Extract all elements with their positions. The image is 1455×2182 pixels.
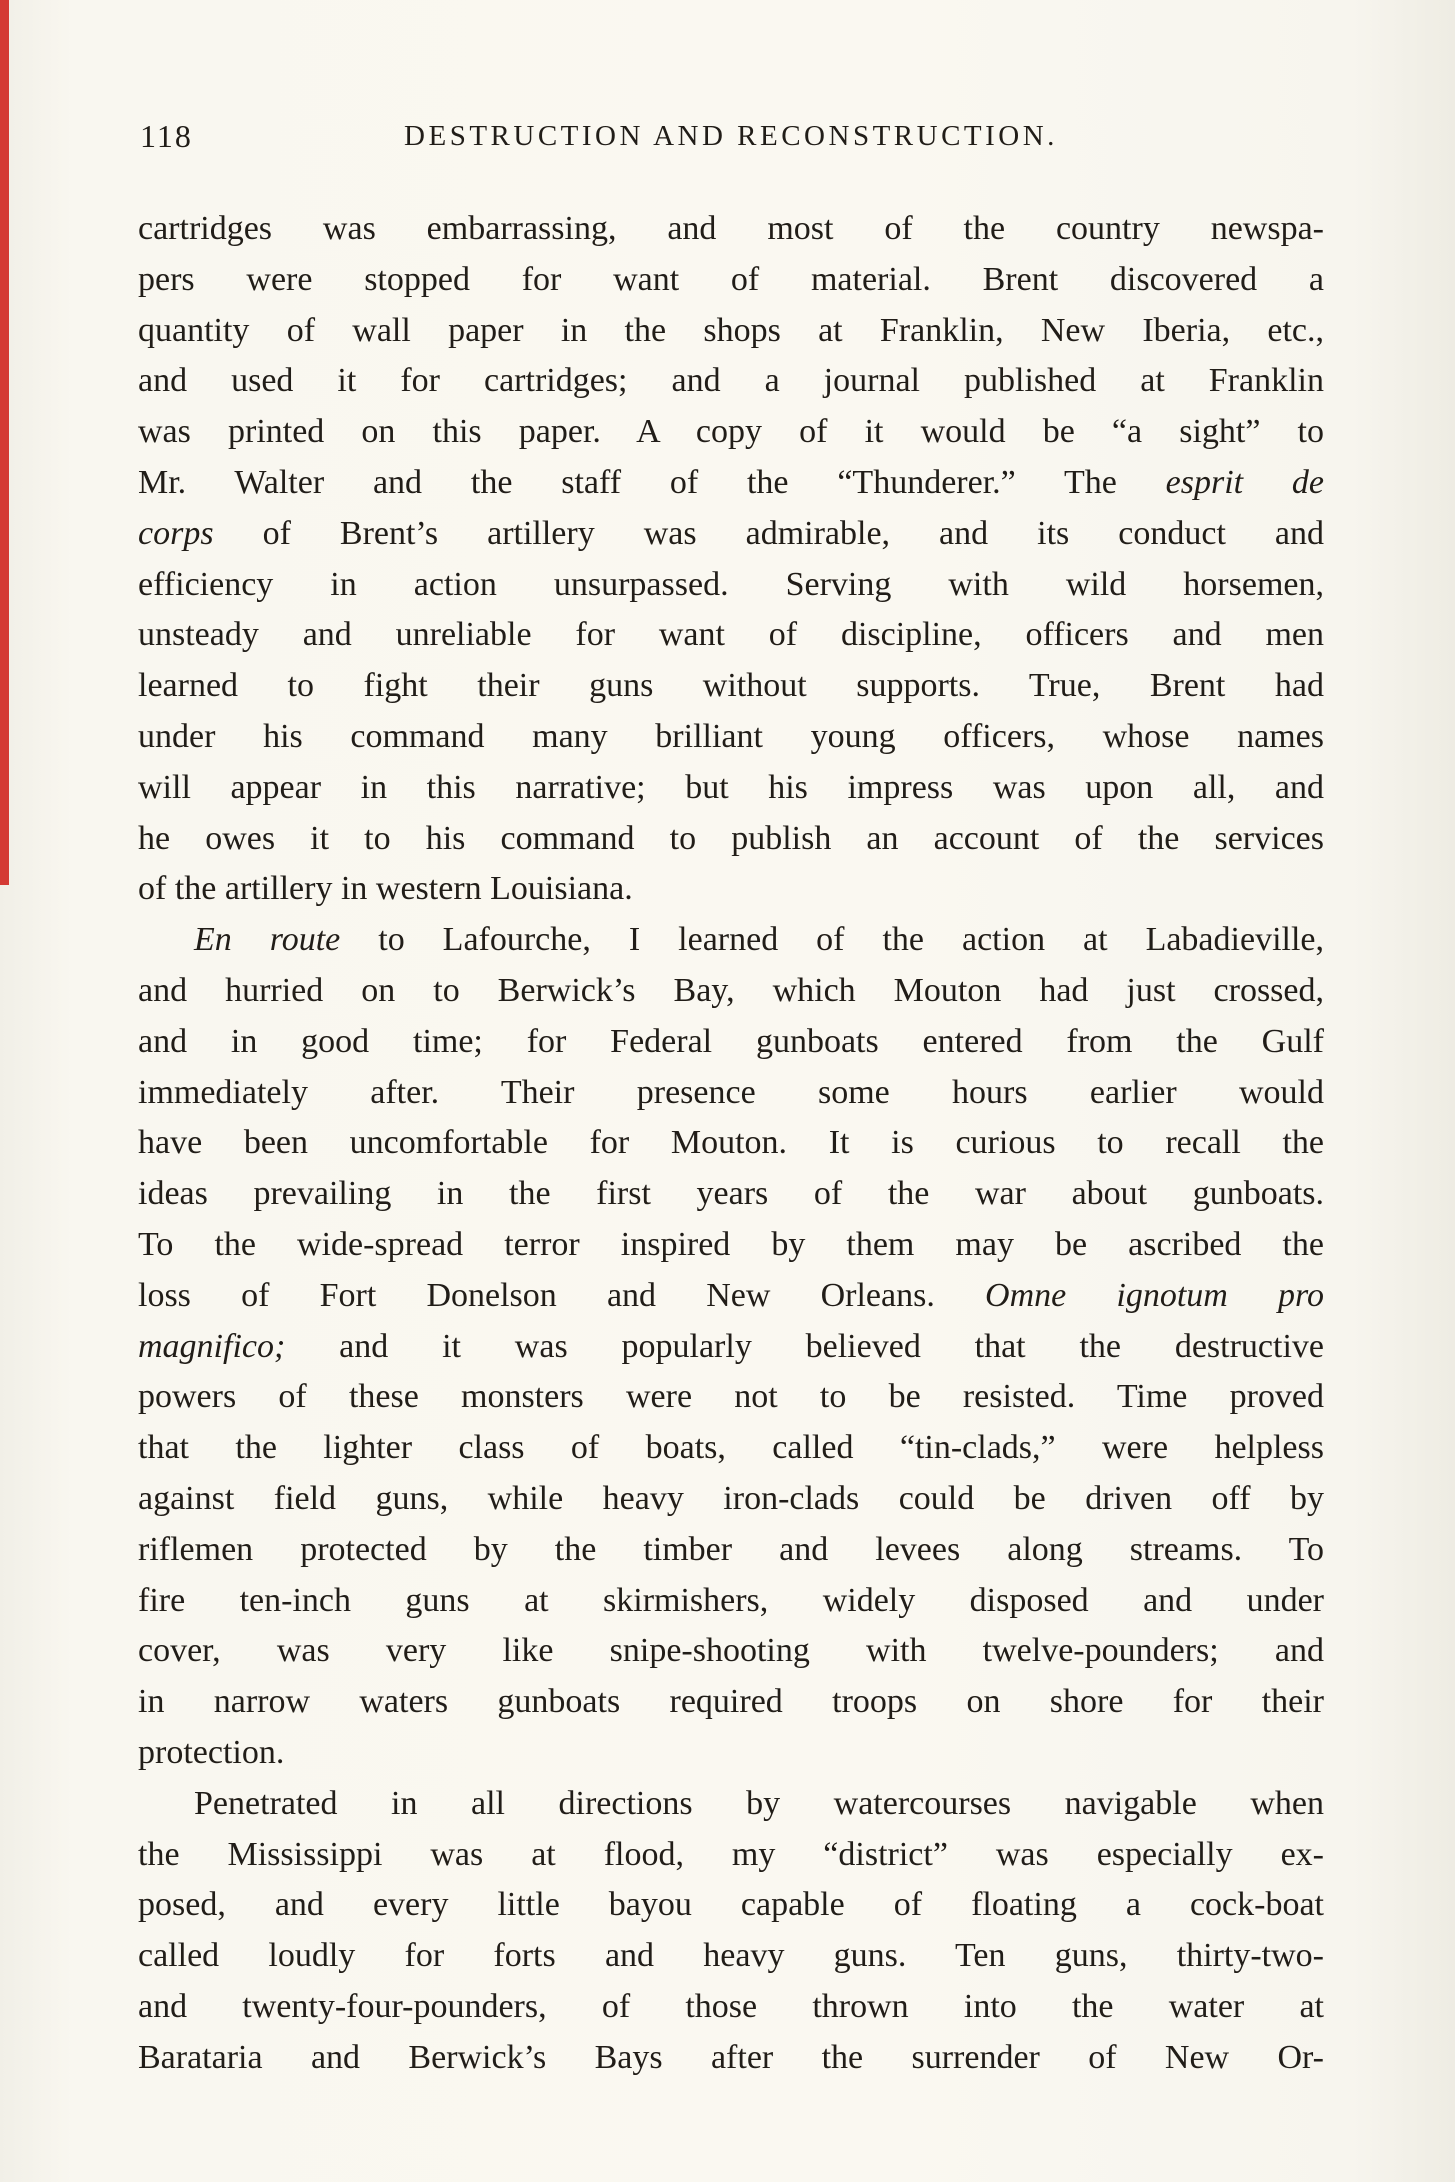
italic-text: Omne ignotum pro <box>985 1276 1324 1314</box>
text-line: and hurried on to Berwick’s Bay, which Mouton had just crossed, <box>138 971 1324 1009</box>
text-line: have been uncomfortable for Mouton. It is curious to recall the <box>138 1124 1324 1162</box>
text-line: called loudly for forts and heavy guns. Ten guns, thirty-two- <box>138 1937 1324 1975</box>
italic-text: En route <box>194 921 341 959</box>
text-line: unsteady and unreliable for want of discipline, officers and men <box>138 616 1324 654</box>
text-line: ideas prevailing in the first years of the war about gunboats. <box>138 1175 1324 1213</box>
text-line: learned to fight their guns without supports. True, Brent had <box>138 667 1324 705</box>
text-line: and used it for cartridges; and a journal published at Franklin <box>138 362 1324 400</box>
text-line: fire ten-inch guns at skirmishers, widely disposed and under <box>138 1581 1324 1619</box>
italic-text: esprit de <box>1165 463 1324 501</box>
text-line: under his command many brilliant young officers, whose names <box>138 717 1324 755</box>
text-line: he owes it to his command to publish an account of the services <box>138 819 1324 857</box>
text-line: quantity of wall paper in the shops at Franklin, New Iberia, etc., <box>138 311 1324 349</box>
text-line: the Mississippi was at flood, my “district” was especially ex- <box>138 1835 1324 1873</box>
text-line: against field guns, while heavy iron-clads could be driven off by <box>138 1479 1324 1517</box>
text-line: powers of these monsters were not to be resisted. Time proved <box>138 1378 1324 1416</box>
text-line: Mr. Walter and the staff of the “Thunderer.” The esprit de <box>138 463 1324 501</box>
text-line: Barataria and Berwick’s Bays after the surrender of New Or- <box>138 2038 1324 2076</box>
text-line: and in good time; for Federal gunboats entered from the Gulf <box>138 1022 1324 1060</box>
italic-text: corps <box>138 514 214 552</box>
text-line: efficiency in action unsurpassed. Serving with wild horsemen, <box>138 565 1324 603</box>
text-line: protection. <box>138 1733 285 1771</box>
text-line: was printed on this paper. A copy of it would be “a sight” to <box>138 413 1324 451</box>
text-line: and twenty-four-pounders, of those thrown into the water at <box>138 1987 1324 2025</box>
text-line: pers were stopped for want of material. Brent discovered a <box>138 260 1324 298</box>
text-line: in narrow waters gunboats required troops on shore for their <box>138 1683 1324 1721</box>
scan-artifact-red-stripe <box>0 0 9 885</box>
text-line: will appear in this narrative; but his impress was upon all, and <box>138 768 1324 806</box>
italic-text: magnifico; <box>138 1327 286 1365</box>
text-line: cartridges was embarrassing, and most of the country newspa- <box>138 210 1324 247</box>
text-line: magnifico; and it was popularly believed that the destructive <box>138 1327 1324 1365</box>
text-line: corps of Brent’s artillery was admirable, and its conduct and <box>138 514 1324 552</box>
text-line: of the artillery in western Louisiana. <box>138 870 633 908</box>
text-line: loss of Fort Donelson and New Orleans. Omne ignotum pro <box>138 1276 1324 1314</box>
text-line: To the wide-spread terror inspired by them may be ascribed the <box>138 1225 1324 1263</box>
text-line: cover, was very like snipe-shooting with twelve-pounders; and <box>138 1632 1324 1670</box>
page-header <box>138 116 1324 160</box>
text-line: immediately after. Their presence some hours earlier would <box>138 1073 1324 1111</box>
text-line: that the lighter class of boats, called “tin-clads,” were helpless <box>138 1429 1324 1467</box>
text-line: posed, and every little bayou capable of floating a cock-boat <box>138 1886 1324 1924</box>
running-header: DESTRUCTION AND RECONSTRUCTION. <box>404 120 1058 152</box>
text-line: Penetrated in all directions by watercourses navigable when <box>194 1784 1324 1822</box>
text-line: riflemen protected by the timber and levees along streams. To <box>138 1530 1324 1568</box>
text-line: En route to Lafourche, I learned of the action at Labadieville, <box>194 921 1324 959</box>
page-number: 118 <box>140 118 193 154</box>
body-text <box>138 204 1324 2083</box>
